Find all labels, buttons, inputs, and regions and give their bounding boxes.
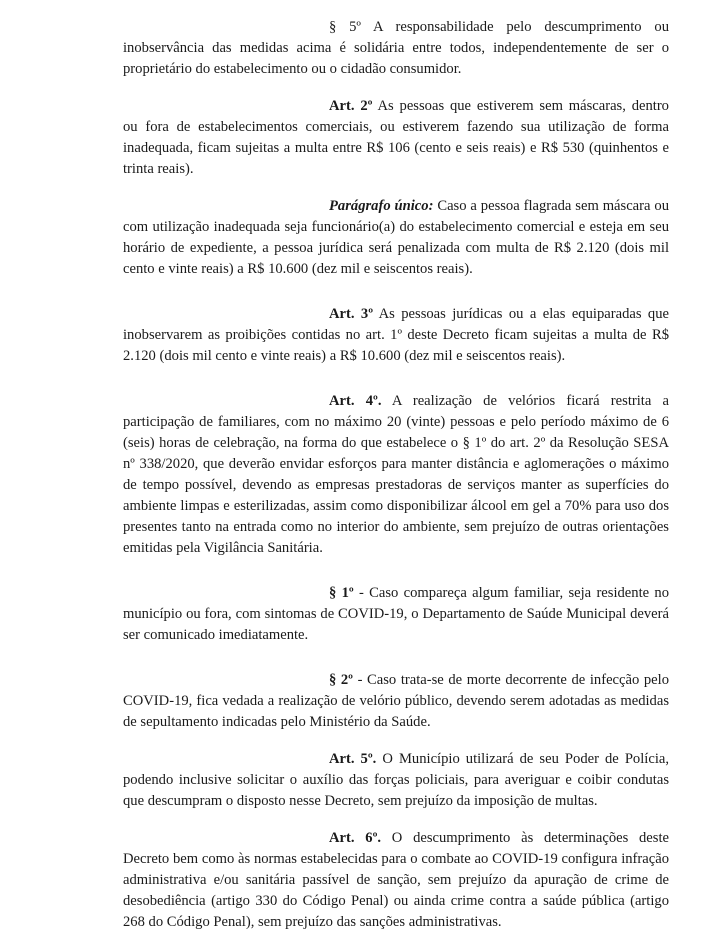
paragraph-art3 bbox=[123, 304, 669, 367]
paragraph-text: O descumprimento às determinações deste Decreto bem como às normas estabelecidas para o combate ao COVID-19 configura infração administrativa e/ou sanitária passível de sanção, sem prejuízo da apuração de crime de desobediência (artigo 330 do Código Penal) ou ainda crime contra a saúde pública (artigo 268 do Código Penal), sem prejuízo das sanções administrativas. bbox=[123, 830, 669, 930]
paragraph-label: Art. 5º. bbox=[329, 751, 377, 767]
paragraph-label: Parágrafo único: bbox=[329, 198, 434, 214]
paragraph-art4-par1 bbox=[123, 583, 669, 646]
paragraph-label: § 5º bbox=[329, 19, 361, 35]
paragraph-paragrafo-unico bbox=[123, 196, 669, 280]
paragraph-label: Art. 6º. bbox=[329, 830, 382, 846]
paragraph-label: § 2º bbox=[329, 672, 353, 688]
paragraph-label: Art. 2º bbox=[329, 98, 373, 114]
paragraph-text: O Município utilizará de seu Poder de Polícia, podendo inclusive solicitar o auxílio das forças policiais, para averiguar e coibir condutas que descumpram o disposto nesse Decreto, sem prejuízo da imposição de multas. bbox=[123, 751, 669, 809]
document-page bbox=[123, 0, 669, 933]
paragraph-label: Art. 3º bbox=[329, 306, 374, 322]
paragraph-text: - Caso compareça algum familiar, seja residente no município ou fora, com sintomas de COVID-19, o Departamento de Saúde Municipal deverá ser comunicado imediatamente. bbox=[123, 585, 670, 643]
paragraph-art5 bbox=[123, 749, 669, 812]
paragraph-art2 bbox=[123, 96, 669, 180]
paragraph-text: As pessoas jurídicas ou a elas equiparadas que inobservarem as proibições contidas no art. 1º deste Decreto ficam sujeitas a multa de R$ 2.120 (dois mil cento e vinte reais) a R$ 10.600 (dez mil e seiscentos reais). bbox=[123, 306, 669, 364]
paragraph-art6 bbox=[123, 828, 669, 933]
paragraph-label: § 1º bbox=[329, 585, 354, 601]
paragraph-text: A responsabilidade pelo descumprimento ou inobservância das medidas acima é solidária entre todos, independentemente de ser o proprietário do estabelecimento ou o cidadão consumidor. bbox=[123, 19, 669, 77]
paragraph-text: As pessoas que estiverem sem máscaras, dentro ou fora de estabelecimentos comerciais, ou estiverem fazendo sua utilização de forma inadequada, ficam sujeitas a multa entre R$ 106 (cento e seis reais) e R$ 530 (quinhentos e trinta reais). bbox=[123, 98, 669, 177]
paragraph-text: Caso a pessoa flagrada sem máscara ou com utilização inadequada seja funcionário(a) do estabelecimento comercial e esteja em seu horário de expediente, a pessoa jurídica será penalizada com multa de R$ 2.120 (dois mil cento e vinte reais) a R$ 10.600 (dez mil e seiscentos reais). bbox=[123, 198, 669, 277]
paragraph-text: - Caso trata-se de morte decorrente de infecção pelo COVID-19, fica vedada a realização de velório público, devendo serem adotadas as medidas de sepultamento indicadas pelo Ministério da Saúde. bbox=[123, 672, 669, 730]
paragraph-par5 bbox=[123, 17, 669, 80]
paragraph-text: A realização de velórios ficará restrita a participação de familiares, com no máximo 20 (vinte) pessoas e pelo período máximo de 6 (seis) horas de celebração, na forma do que estabelece o § 1º do art. 2º da Resolução SESA nº 338/2020, que deverão envidar esforços para manter distância e aglomerações o máximo de tempo possível, devendo as empresas prestadoras de serviços manter as superfícies do ambiente limpas e esterilizadas, assim como disponibilizar álcool em gel a 70% para uso dos presentes tanto na entrada como no interior do ambiente, sem prejuízo de outras orientações emitidas pela Vigilância Sanitária. bbox=[123, 393, 669, 556]
paragraph-label: Art. 4º. bbox=[329, 393, 382, 409]
paragraph-art4-par2 bbox=[123, 670, 669, 733]
paragraph-art4 bbox=[123, 391, 669, 559]
